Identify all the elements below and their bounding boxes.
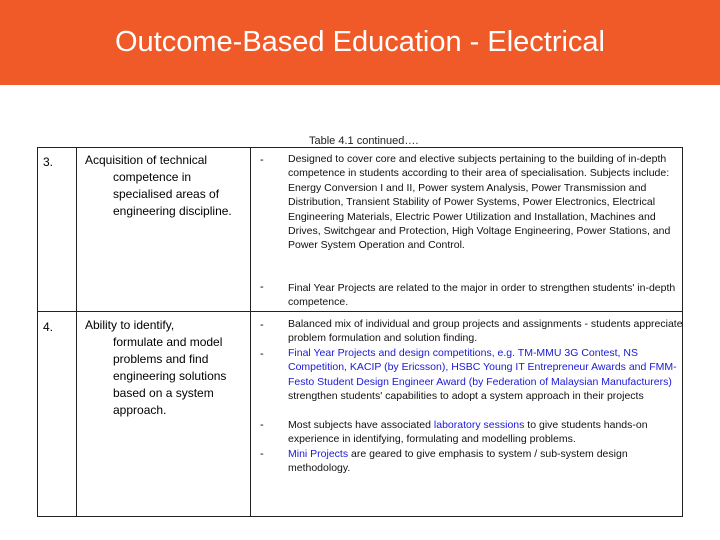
highlight-text: Mini Projects (288, 448, 349, 460)
highlight-text: laboratory sessions (433, 419, 525, 431)
description-text: Designed to cover core and elective subjects pertaining to the building of in-depth competence in students according to their area of specialisation. Subjects include: Energy Conversion I and II, Power system Analysis, Power Transmission and Distribution, Transient Stability of Power Systems, Power Electronics, Electrical Engineering Materials, Electric Power Utilization and Installation, Machines and Drives, Switchgear and Protection, High Voltage Engineering, Power Stations, and Power System Operation and Control. (288, 153, 671, 252)
row-number: 4. (43, 320, 54, 334)
table-caption: Table 4.1 continued…. (309, 135, 419, 147)
outcome-text: competence in specialised areas of engineering discipline. (113, 170, 232, 218)
plain-text: Most subjects have associated (288, 419, 434, 431)
bullet-dash: - (260, 448, 264, 460)
description-text: Final Year Projects are related to the major in order to strengthen students' in-depth competence. (288, 282, 676, 309)
description-text (288, 447, 684, 476)
row-divider (38, 311, 682, 312)
description-text (288, 346, 684, 404)
plain-text: to give students hands-on experience in identifying, formulating and modelling problems. (288, 419, 648, 446)
plain-text: strengthen students' capabilities to adopt a system approach in their projects (288, 390, 644, 403)
outcome-cell (85, 317, 253, 419)
plain-text: are geared to give emphasis to system / sub-system design methodology. (288, 448, 628, 475)
bullet-dash: - (260, 348, 264, 360)
title-bar (0, 0, 720, 85)
column-divider (76, 148, 77, 516)
bullet-dash: - (260, 154, 264, 166)
outcome-cell (85, 152, 253, 220)
outcome-table (37, 147, 683, 517)
outcome-text: Ability to identify, (85, 318, 175, 332)
highlight-text: Final Year Projects and design competitions, e.g. TM-MMU 3G Contest, NS Competition, KACIP (by Ericsson), HSBC Young IT Entrepreneur Awards and FMM-Festo Student Design Engineer Award (by Federation of Malaysian Manufacturers) (288, 347, 677, 388)
outcome-text: Acquisition of technical (85, 153, 208, 167)
bullet-dash: - (260, 281, 264, 293)
description-text (288, 418, 684, 447)
row-number: 3. (43, 155, 54, 169)
bullet-dash: - (260, 319, 264, 331)
page-title: Outcome-Based Education - Electrical (115, 26, 605, 58)
outcome-text: formulate and model problems and find engineering solutions based on a system approach. (113, 335, 227, 417)
description-text: Balanced mix of individual and group projects and assignments - students appreciate problem formulation and solution finding. (288, 318, 683, 345)
bullet-dash: - (260, 419, 264, 431)
